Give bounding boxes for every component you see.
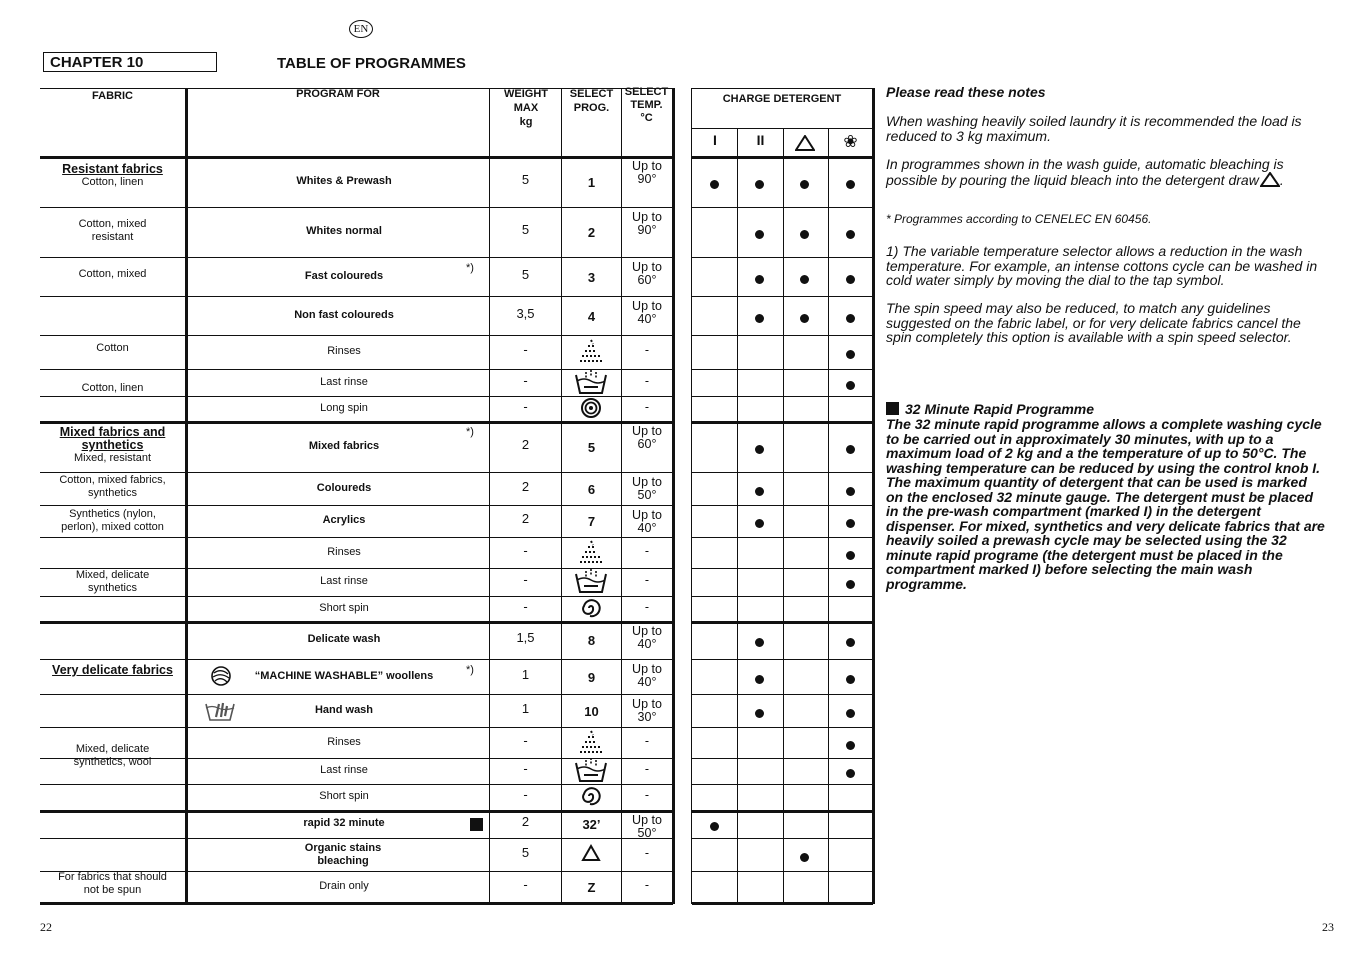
program-number: 32’ — [582, 817, 601, 832]
temperature-value: Up to 90° — [632, 210, 662, 237]
detergent-dot — [800, 853, 809, 862]
detergent-dot — [846, 551, 855, 560]
program-name: Hand wash — [314, 703, 374, 716]
fabric-cotton-mixed-resistant: Cotton, mixed resistant — [78, 218, 147, 243]
program-name: Rinses — [327, 345, 361, 357]
program-name: Whites normal — [306, 225, 382, 237]
program-name: Short spin — [319, 601, 369, 614]
temperature-value: Up to 60° — [632, 424, 662, 451]
detergent-dot — [846, 445, 855, 454]
table-vline — [489, 88, 490, 904]
weight-value: 2 — [521, 478, 530, 494]
program-number: Z — [587, 879, 596, 895]
header-fabric: FABRIC — [92, 90, 133, 102]
last-rinse-icon — [572, 757, 610, 783]
detergent-dot — [755, 638, 764, 647]
temperature-value: - — [644, 573, 650, 587]
temperature-value: Up to 50° — [632, 475, 662, 502]
temperature-value: - — [644, 543, 650, 558]
detergent-dot — [800, 230, 809, 239]
flower-softener-icon: ❀ — [843, 132, 858, 151]
detergent-dot — [846, 519, 855, 528]
table-hline — [40, 810, 673, 813]
detergent-dot — [846, 381, 855, 390]
weight-value: - — [523, 398, 528, 414]
bleach-triangle-icon — [572, 841, 610, 867]
weight-value: 5 — [521, 266, 530, 282]
detergent-dot — [755, 675, 764, 684]
temperature-value: - — [644, 373, 650, 388]
table-hline — [40, 902, 673, 905]
notes-heading: Please read these notes — [886, 84, 1046, 100]
program-name: Last rinse — [320, 375, 368, 388]
table-hline — [40, 621, 673, 624]
detergent-dot — [800, 314, 809, 323]
detergent-dot — [755, 519, 764, 528]
detergent-dot — [846, 741, 855, 750]
table-hline — [40, 659, 673, 660]
fabric-not-spun: For fabrics that should not be spun — [58, 871, 167, 896]
temperature-value: - — [644, 599, 650, 614]
detergent-dot — [755, 180, 764, 189]
rinse-icon — [572, 539, 610, 565]
temperature-value: - — [644, 762, 650, 776]
detergent-dot — [846, 580, 855, 589]
program-name: Rinses — [327, 545, 361, 558]
program-name: Rinses — [327, 735, 361, 748]
table-hline — [40, 156, 673, 159]
weight-value: - — [523, 876, 528, 892]
fabric-mixed-synthetics: Mixed fabrics and synthetics Mixed, resistant — [59, 425, 166, 464]
program-name: “MACHINE WASHABLE” woollens — [254, 669, 434, 682]
program-name: Last rinse — [320, 575, 368, 587]
program-number: 5 — [587, 439, 596, 455]
detergent-dot — [846, 180, 855, 189]
program-number: 6 — [587, 481, 596, 497]
detergent-dot — [846, 350, 855, 359]
detergent-dot — [710, 822, 719, 831]
notes-paragraph-4: 1) The variable temperature selector allows a reduction in the wash temperature. For example, an intense cottons cycle can be washed in cold water simply by moving the dial to the tap symbol. — [886, 243, 1318, 288]
table-hline — [40, 296, 673, 297]
temperature-value: - — [644, 733, 650, 748]
temperature-value: - — [644, 845, 650, 860]
header-charge-detergent: CHARGE DETERGENT — [722, 93, 842, 105]
table-vline — [783, 128, 784, 904]
weight-value: - — [523, 732, 528, 748]
table-vline — [828, 128, 829, 904]
temperature-value: Up to 50° — [632, 813, 662, 840]
notes-paragraph-1: When washing heavily soiled laundry it is recommended the load is reduced to 3 kg maximum. — [886, 113, 1302, 144]
detergent-dot — [755, 709, 764, 718]
weight-value: - — [523, 372, 528, 388]
table-hline — [692, 88, 873, 89]
temperature-value: Up to 30° — [632, 697, 662, 724]
program-name: Whites & Prewash — [296, 174, 392, 187]
program-name: Mixed fabrics — [308, 439, 380, 452]
long-spin-icon — [572, 395, 610, 421]
detergent-dot — [755, 275, 764, 284]
temperature-value: - — [644, 788, 650, 802]
chapter-label: CHAPTER 10 — [43, 52, 217, 72]
fabric-mixed-delicate-wool: Mixed, delicate synthetics, wool — [73, 743, 152, 768]
last-rinse-icon — [572, 369, 610, 395]
table-hline — [40, 505, 673, 506]
table-hline — [40, 207, 673, 208]
detergent-dot — [846, 275, 855, 284]
weight-value: 5 — [521, 844, 530, 860]
det-col-I-label: I — [713, 132, 717, 148]
det-col-II-label: II — [756, 132, 765, 148]
fabric-cotton-mixed: Cotton, mixed — [78, 268, 147, 280]
table-vline — [672, 88, 675, 904]
short-spin-icon — [572, 595, 610, 621]
temperature-value: - — [644, 877, 650, 892]
weight-value: - — [523, 598, 528, 614]
weight-value: 5 — [521, 222, 530, 237]
program-name: Coloureds — [316, 481, 372, 494]
program-name: Non fast coloureds — [294, 308, 394, 321]
rapid-body: The 32 minute rapid programme allows a complete washing cycle to be carried out in approximately 30 minutes, with up to a maximum load of 2 kg and a the temperature of up to 50°C. The washing temperature can be reduced by using the control knob I. The maximum quantity of detergent that can be used is marked on the enclosed 32 minute gauge. The detergent must be placed in the pre-wash compartment (marked I) in the detergent dispenser. For mixed, synthetics and very delicate fabrics that are heavily soiled a prewash cycle may be selected using the 32 minute rapid programe (the detergent must be placed in the compartment marked I) before selecting the main wash programme. — [886, 416, 1325, 592]
table-hline — [40, 694, 673, 695]
table-vline — [691, 88, 692, 904]
temperature-value: - — [644, 343, 650, 357]
bleach-triangle-icon — [1260, 172, 1280, 187]
weight-value: - — [523, 342, 528, 357]
program-name: Organic stains bleaching — [304, 841, 382, 867]
temperature-value: - — [644, 399, 650, 414]
weight-value: - — [523, 761, 528, 776]
fabric-synthetics-nylon: Synthetics (nylon, perlon), mixed cotton — [61, 508, 164, 533]
temperature-value: Up to 40° — [632, 299, 662, 326]
footnote-star: *) — [466, 664, 474, 676]
weight-value: 2 — [521, 814, 530, 829]
fabric-cotton-mixed-synthetics: Cotton, mixed fabrics, synthetics — [59, 474, 166, 499]
rinse-icon — [572, 729, 610, 755]
program-name: Last rinse — [320, 764, 368, 776]
temperature-value: Up to 40° — [632, 624, 662, 651]
detergent-dot — [846, 769, 855, 778]
program-name: Short spin — [319, 790, 369, 802]
program-number: 2 — [587, 225, 596, 240]
footnote-star: *) — [466, 262, 474, 274]
table-hline — [40, 421, 673, 424]
detergent-dot — [846, 638, 855, 647]
page-number-right: 23 — [1322, 920, 1334, 934]
weight-value: 3,5 — [516, 305, 535, 321]
program-number: 4 — [587, 308, 596, 324]
program-number: 7 — [587, 514, 596, 529]
detergent-dot — [755, 314, 764, 323]
table-hline — [40, 335, 673, 336]
last-rinse-icon — [572, 568, 610, 594]
weight-value: 1,5 — [516, 630, 535, 645]
fabric-mixed-delicate: Mixed, delicate synthetics — [75, 569, 150, 594]
detergent-dot — [755, 487, 764, 496]
detergent-dot — [710, 180, 719, 189]
detergent-dot — [846, 314, 855, 323]
program-name: Acrylics — [322, 514, 366, 526]
rapid-square-icon — [470, 818, 483, 831]
hand-wash-icon — [204, 698, 236, 722]
footnote-star: *) — [466, 426, 474, 438]
fabric-cotton-linen: Cotton, linen — [81, 382, 144, 394]
notes-paragraph-3: * Programmes according to CENELEC EN 60456. — [886, 212, 1152, 226]
page-number-left: 22 — [40, 920, 52, 934]
detergent-dot — [846, 487, 855, 496]
program-number: 10 — [584, 703, 599, 719]
weight-value: - — [523, 542, 528, 558]
weight-value: 5 — [521, 171, 530, 187]
detergent-dot — [755, 230, 764, 239]
wool-ball-icon — [209, 664, 233, 686]
detergent-dot — [755, 445, 764, 454]
temperature-value: Up to 40° — [632, 508, 662, 535]
fabric-cotton: Cotton — [96, 342, 129, 354]
program-number: 1 — [587, 174, 596, 190]
short-spin-icon — [572, 783, 610, 809]
program-name: rapid 32 minute — [303, 817, 385, 829]
table-hline — [40, 838, 673, 839]
temperature-value: Up to 40° — [632, 662, 662, 689]
temperature-value: Up to 60° — [632, 260, 662, 287]
program-name: Drain only — [319, 879, 369, 892]
rapid-square-icon — [886, 402, 899, 415]
header-select-temp: SELECT TEMP. °C — [624, 86, 669, 124]
detergent-dot — [846, 230, 855, 239]
detergent-dot — [800, 180, 809, 189]
detergent-dot — [800, 275, 809, 284]
weight-value: 1 — [521, 666, 530, 682]
language-badge: EN — [349, 20, 373, 38]
program-number: 3 — [587, 269, 596, 285]
fabric-resistant: Resistant fabrics Cotton, linen — [62, 162, 163, 188]
program-name: Fast coloureds — [304, 269, 384, 282]
program-number: 8 — [587, 633, 596, 648]
table-vline — [872, 88, 875, 904]
weight-value: 2 — [521, 511, 530, 526]
detergent-dot — [846, 709, 855, 718]
table-hline — [40, 88, 673, 89]
notes-paragraph-2: In programmes shown in the wash guide, automatic bleaching is possible by pouring the liquid bleach into the detergent draw . — [886, 156, 1284, 188]
table-vline — [185, 88, 188, 904]
weight-value: 1 — [521, 700, 530, 716]
notes-paragraph-5: The spin speed may also be reduced, to match any guidelines suggested on the fabric label, or for very delicate fabrics cancel the spin completely this option is available with a spin speed selector. — [886, 300, 1301, 345]
program-name: Delicate wash — [307, 633, 381, 645]
rapid-heading: 32 Minute Rapid Programme — [886, 402, 1326, 417]
header-select-prog: SELECT PROG. — [569, 88, 614, 114]
weight-value: - — [523, 787, 528, 802]
table-hline — [40, 472, 673, 473]
temperature-value: Up to 90° — [632, 159, 662, 186]
rinse-icon — [572, 338, 610, 364]
header-weight: WEIGHT MAX kg — [504, 88, 548, 128]
header-program-for: PROGRAM FOR — [296, 88, 380, 100]
program-name: Long spin — [320, 401, 368, 414]
bleach-triangle-icon — [795, 135, 815, 151]
page-title: TABLE OF PROGRAMMES — [277, 55, 466, 72]
weight-value: 2 — [521, 436, 530, 452]
weight-value: - — [523, 572, 528, 587]
fabric-very-delicate: Very delicate fabrics — [52, 663, 173, 677]
table-vline — [737, 128, 738, 904]
detergent-dot — [846, 675, 855, 684]
program-number: 9 — [587, 669, 596, 685]
table-hline — [40, 257, 673, 258]
